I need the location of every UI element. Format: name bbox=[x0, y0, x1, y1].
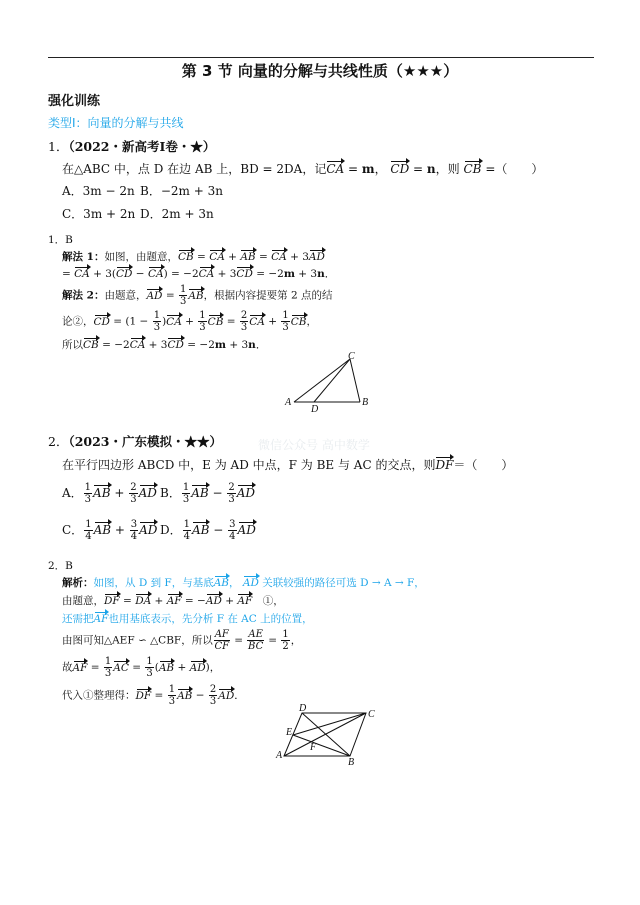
question-2-option-d[interactable]: D． $\frac{1}{4}$ AB − $\frac{3}{4}$ AD bbox=[160, 519, 256, 542]
parallelogram-figure bbox=[274, 700, 386, 766]
answer-2-label: 2．B bbox=[48, 560, 73, 572]
label-e: E bbox=[286, 727, 293, 738]
question-1-option-b[interactable]: B．−2m + 3n bbox=[140, 184, 223, 198]
label-a: A bbox=[276, 750, 283, 761]
question-1-option-a[interactable]: A．3m − 2n bbox=[62, 184, 135, 198]
watermark: 微信公众号 高中数学 bbox=[258, 438, 370, 452]
answer-2-line-5: 故AF = $\frac{1}{3}$ AC = $\frac{1}{3}$ (AB + AD)， bbox=[62, 656, 221, 679]
question-2-option-a[interactable]: A． $\frac{1}{3}$ AB + $\frac{2}{3}$ AD bbox=[62, 482, 157, 505]
answer-1-conclusion: 所以CB = −2CA + 3CD = −2m + 3n． bbox=[62, 339, 267, 351]
question-2-option-b[interactable]: B． $\frac{1}{3}$ AB − $\frac{2}{3}$ AD bbox=[160, 482, 256, 505]
question-1-option-c[interactable]: C．3m + 2n bbox=[62, 207, 136, 221]
answer-1-method-1: 解法 1：如图，由题意，CB = CA + AB = CA + 3AD bbox=[62, 251, 325, 263]
label-c: C bbox=[348, 351, 355, 362]
answer-1-method-2-cont: 论②，CD = (1 − $\frac{1}{3}$ )CA + $\frac{1}{3}$ CB = $\frac{2}{3}$ CA + $\frac{1}{3}$ CB， bbox=[62, 310, 317, 333]
question-2-number: 2． bbox=[48, 434, 69, 449]
answer-2-line-3: 还需把AF也用基底表示，先分析 F 在 AC 上的位置， bbox=[62, 613, 313, 625]
label-b: B bbox=[362, 397, 369, 408]
triangle-figure bbox=[282, 350, 378, 412]
label-c: C bbox=[368, 709, 375, 720]
page-title: 第 3 节 向量的分解与共线性质（★★★） bbox=[181, 62, 459, 80]
answer-1-method-1-cont: = CA + 3(CD − CA) = −2CA + 3CD = −2m + 3n． bbox=[62, 268, 336, 280]
question-2-option-c[interactable]: C． $\frac{1}{4}$ AB + $\frac{3}{4}$ AD bbox=[62, 519, 158, 542]
question-1-header bbox=[48, 137, 215, 155]
label-d: D bbox=[299, 703, 307, 714]
label-f: F bbox=[310, 742, 317, 753]
question-2-header bbox=[48, 432, 222, 450]
label-a: A bbox=[285, 397, 292, 408]
answer-2-analysis: 解析：如图，从 D 到 F，与基底AB， AD 关联较强的路径可选 D → A → F， bbox=[62, 577, 425, 589]
answer-1-method-2: 解法 2：由题意，AD = $\frac{1}{3}$ AB，根据内容提要第 2 点的结 bbox=[62, 284, 333, 307]
label-b: B bbox=[348, 757, 355, 766]
label-d: D bbox=[311, 404, 319, 412]
header-rule bbox=[48, 57, 594, 58]
answer-2-line-2: 由题意，DF = DA + AF = −AD + AF ①， bbox=[62, 595, 284, 607]
question-2-source: （2023・广东模拟・★★） bbox=[68, 434, 222, 449]
question-1-source: （2022・新高考Ⅰ卷・★） bbox=[68, 139, 216, 154]
question-1-stem: 在△ABC 中，点 D 在边 AB 上，BD = 2DA，记CA = m， CD = n，则 CB =（ ） bbox=[62, 162, 544, 176]
answer-2-line-6: 代入①整理得：DF = $\frac{1}{3}$ AB − $\frac{2}{3}$ AD． bbox=[62, 684, 245, 707]
answer-2-line-4: 由图可知△AEF ∽ △CBF，所以 $\frac{AF}{CF}$ = $\frac{AE}{BC}$ = $\frac{1}{2}$ ， bbox=[62, 629, 302, 652]
question-1-option-d[interactable]: D．2m + 3n bbox=[140, 207, 214, 221]
question-2-stem: 在平行四边形 ABCD 中，E 为 AD 中点，F 为 BE 与 AC 的交点，则DF＝（ ） bbox=[62, 458, 514, 472]
answer-1-label: 1．B bbox=[48, 234, 73, 246]
type-label: 类型Ⅰ：向量的分解与共线 bbox=[48, 116, 184, 130]
question-1-number: 1． bbox=[48, 139, 69, 154]
section-heading: 强化训练 bbox=[48, 94, 101, 109]
